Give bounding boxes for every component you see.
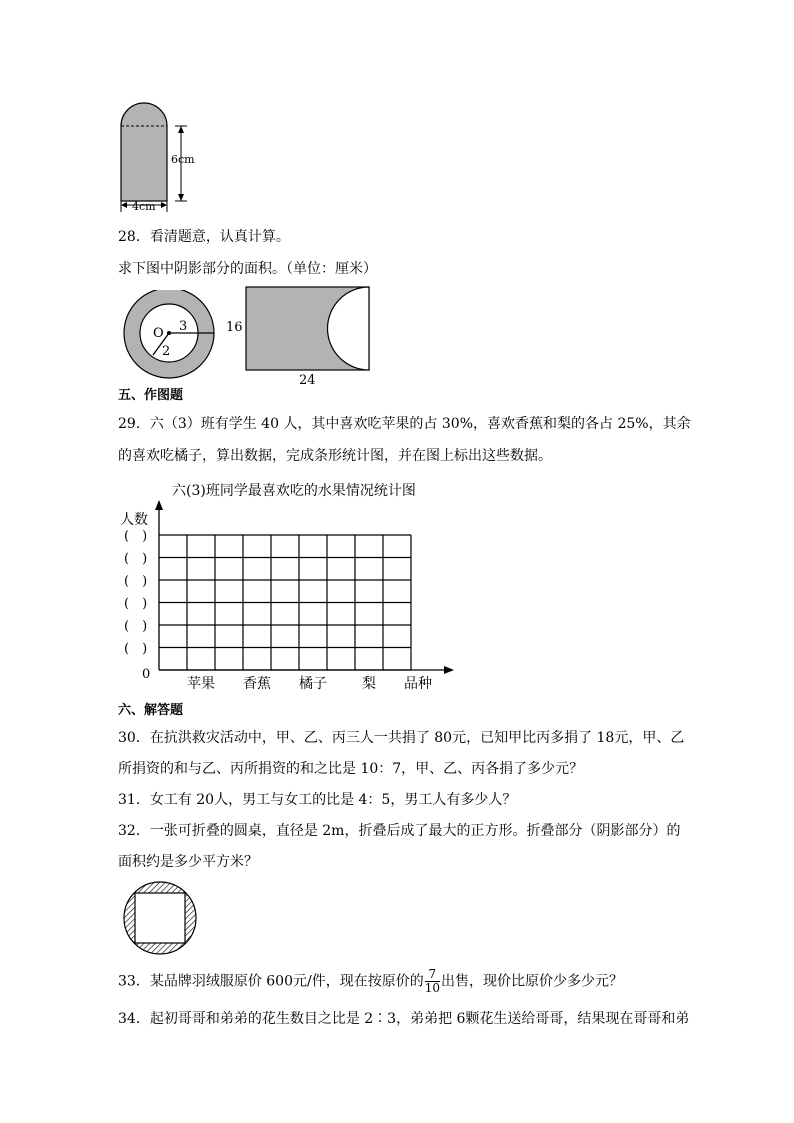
circle-square-figure (122, 880, 202, 960)
outer-radius-label: 3 (179, 319, 188, 334)
origin-label: 0 (142, 667, 151, 682)
y-tick-label: ( ) (124, 574, 148, 589)
rect-bottom-label: 24 (299, 373, 316, 388)
y-tick-label: ( ) (124, 551, 148, 567)
section5-heading: 五、作图题 (118, 388, 184, 403)
q33-text-before: 33．某品牌羽绒服原价 600元/件，现在按原价的 (118, 973, 424, 990)
fruit-bar-chart (112, 478, 462, 693)
q33-line (118, 968, 623, 995)
q32-line2: 面积约是多少平方米？ (118, 854, 258, 870)
x-category-label: 梨 (362, 676, 376, 692)
q30-line1: 30．在抗洪救灾活动中，甲、乙、丙三人一共捐了 80元，已知甲比丙多捐了 18元，甲、乙 (118, 730, 685, 746)
width-label: 4cm (132, 200, 156, 213)
y-tick-label: ( ) (124, 619, 148, 634)
height-label: 6cm (171, 153, 195, 166)
q32-line1: 32．一张可折叠的圆桌，直径是 2m，折叠后成了最大的正方形。折叠部分（阴影部分）的 (118, 823, 681, 839)
q33-fraction (425, 968, 440, 995)
y-tick-label: ( ) (124, 641, 148, 657)
q33-text-after: 出售，现价比原价少多少元？ (440, 973, 623, 990)
inscribed-square (135, 893, 185, 943)
q34-line1: 34．起初哥哥和弟弟的花生数目之比是 2∶3，弟弟把 6颗花生送给哥哥，结果现在哥哥和弟 (118, 1011, 690, 1027)
q28-title: 28．看清题意，认真计算。 (118, 229, 290, 245)
arch-shape-figure (112, 96, 212, 216)
ring-figure (118, 290, 228, 380)
y-tick-label: ( ) (124, 529, 148, 544)
arch-shape (121, 103, 167, 201)
fraction-numerator: 7 (425, 968, 440, 982)
center-label: O (153, 326, 164, 341)
q31-line1: 31．女工有 20人，男工与女工的比是 4：5，男工人有多少人？ (118, 792, 517, 808)
x-category-labels (187, 675, 376, 692)
section6-heading: 六、解答题 (118, 703, 184, 718)
rect-side-label: 16 (226, 320, 243, 335)
q29-line2: 的喜欢吃橘子，算出数据，完成条形统计图，并在图上标出这些数据。 (118, 448, 552, 464)
chart-grid (159, 535, 411, 670)
q28-subtitle: 求下图中阴影部分的面积。（单位：厘米） (118, 261, 377, 277)
x-axis-label: 品种 (404, 676, 432, 692)
y-tick-labels (124, 529, 147, 657)
y-tick-label: ( ) (124, 596, 148, 612)
x-category-label: 橘子 (299, 676, 327, 692)
y-axis-arrow (155, 500, 163, 510)
chart-title: 六(3)班同学最喜欢吃的水果情况统计图 (172, 483, 416, 499)
x-category-label: 苹果 (187, 676, 215, 692)
q29-line1: 29．六（3）班有学生 40 人，其中喜欢吃苹果的占 30%，喜欢香蕉和梨的各占 25%，其余 (118, 416, 691, 432)
x-category-label: 香蕉 (243, 676, 271, 692)
inner-radius-label: 2 (162, 344, 171, 359)
x-axis-arrow (444, 666, 454, 674)
y-axis-label: 人数 (120, 512, 148, 528)
q30-line2: 所捐资的和与乙、丙所捐资的和之比是 10：7，甲、乙、丙各捐了多少元？ (118, 761, 584, 777)
fraction-denominator: 10 (424, 981, 440, 995)
rect-semicircle-figure (224, 284, 374, 388)
